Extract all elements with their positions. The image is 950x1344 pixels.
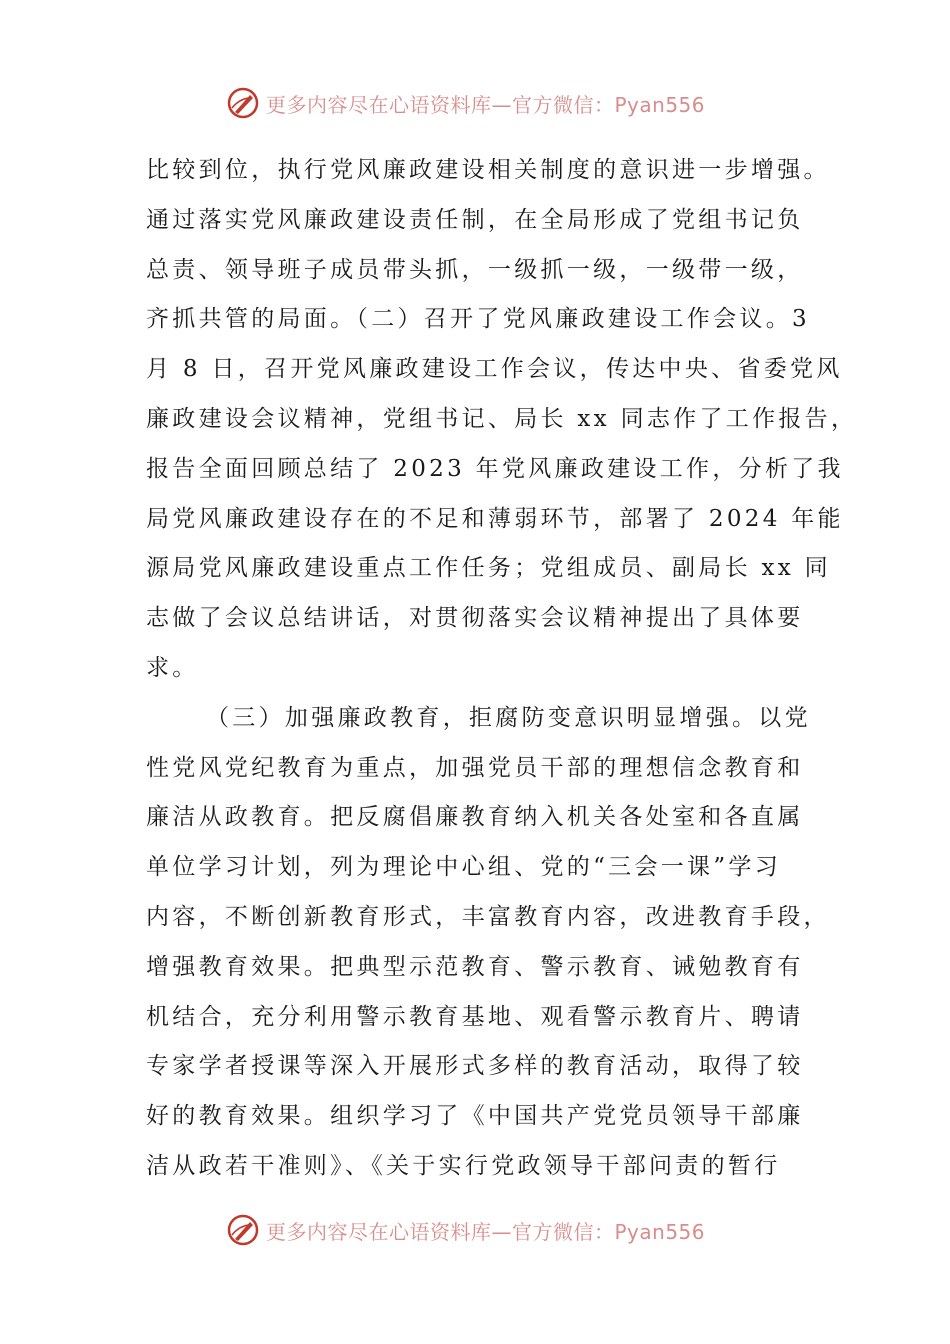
text-line: 性党风党纪教育为重点，加强党员干部的理想信念教育和 bbox=[146, 754, 804, 781]
text-line: 志做了会议总结讲话，对贯彻落实会议精神提出了具体要 bbox=[146, 605, 804, 632]
paragraph-first-line: （三）加强廉政教育，拒腐防变意识明显增强。以党 bbox=[206, 704, 811, 731]
text-line: 内容，不断创新教育形式，丰富教育内容，改进教育手段， bbox=[146, 903, 830, 930]
text-line: 比较到位，执行党风廉政建设相关制度的意识进一步增强。 bbox=[146, 157, 830, 183]
quill-logo-icon bbox=[226, 86, 260, 120]
text-line: 增强教育效果。把典型示范教育、警示教育、诫勉教育有 bbox=[146, 953, 804, 980]
text-line: 源局党风廉政建设重点工作任务；党组成员、副局长 xx 同 bbox=[146, 555, 831, 582]
text-line: 单位学习计划，列为理论中心组、党的“三会一课”学习 bbox=[146, 854, 782, 881]
text-line: 齐抓共管的局面。（二）召开了党风廉政建设工作会议。3 bbox=[146, 306, 810, 333]
header-banner-text: 更多内容尽在心语资料库—官方微信：Pyan556 bbox=[266, 92, 706, 117]
header-banner bbox=[226, 86, 746, 120]
document-body bbox=[146, 146, 858, 1192]
quill-logo-icon bbox=[226, 1213, 260, 1247]
text-line: 局党风廉政建设存在的不足和薄弱环节，部署了 2024 年能 bbox=[146, 505, 844, 532]
text-line: 通过落实党风廉政建设责任制，在全局形成了党组书记负 bbox=[146, 206, 804, 233]
text-line: 求。 bbox=[146, 654, 199, 681]
text-line: 报告全面回顾总结了 2023 年党风廉政建设工作，分析了我 bbox=[146, 455, 844, 482]
text-line: 机结合，充分利用警示教育基地、观看警示教育片、聘请 bbox=[146, 1003, 804, 1030]
text-line: 廉政建设会议精神，党组书记、局长 xx 同志作了工作报告， bbox=[146, 405, 858, 432]
text-line: 总责、领导班子成员带头抓，一级抓一级，一级带一级， bbox=[146, 256, 804, 283]
text-line: 廉洁从政教育。把反腐倡廉教育纳入机关各处室和各直属 bbox=[146, 804, 804, 831]
text-line: 洁从政若干准则》、《关于实行党政领导干部问责的暂行 bbox=[146, 1152, 781, 1179]
footer-banner bbox=[226, 1213, 746, 1247]
footer-banner-text: 更多内容尽在心语资料库—官方微信：Pyan556 bbox=[266, 1219, 706, 1244]
text-line: 专家学者授课等深入开展形式多样的教育活动，取得了较 bbox=[146, 1053, 804, 1080]
text-line: 月 8 日，召开党风廉政建设工作会议，传达中央、省委党风 bbox=[146, 356, 843, 383]
text-line: 好的教育效果。组织学习了《中国共产党党员领导干部廉 bbox=[146, 1103, 804, 1130]
